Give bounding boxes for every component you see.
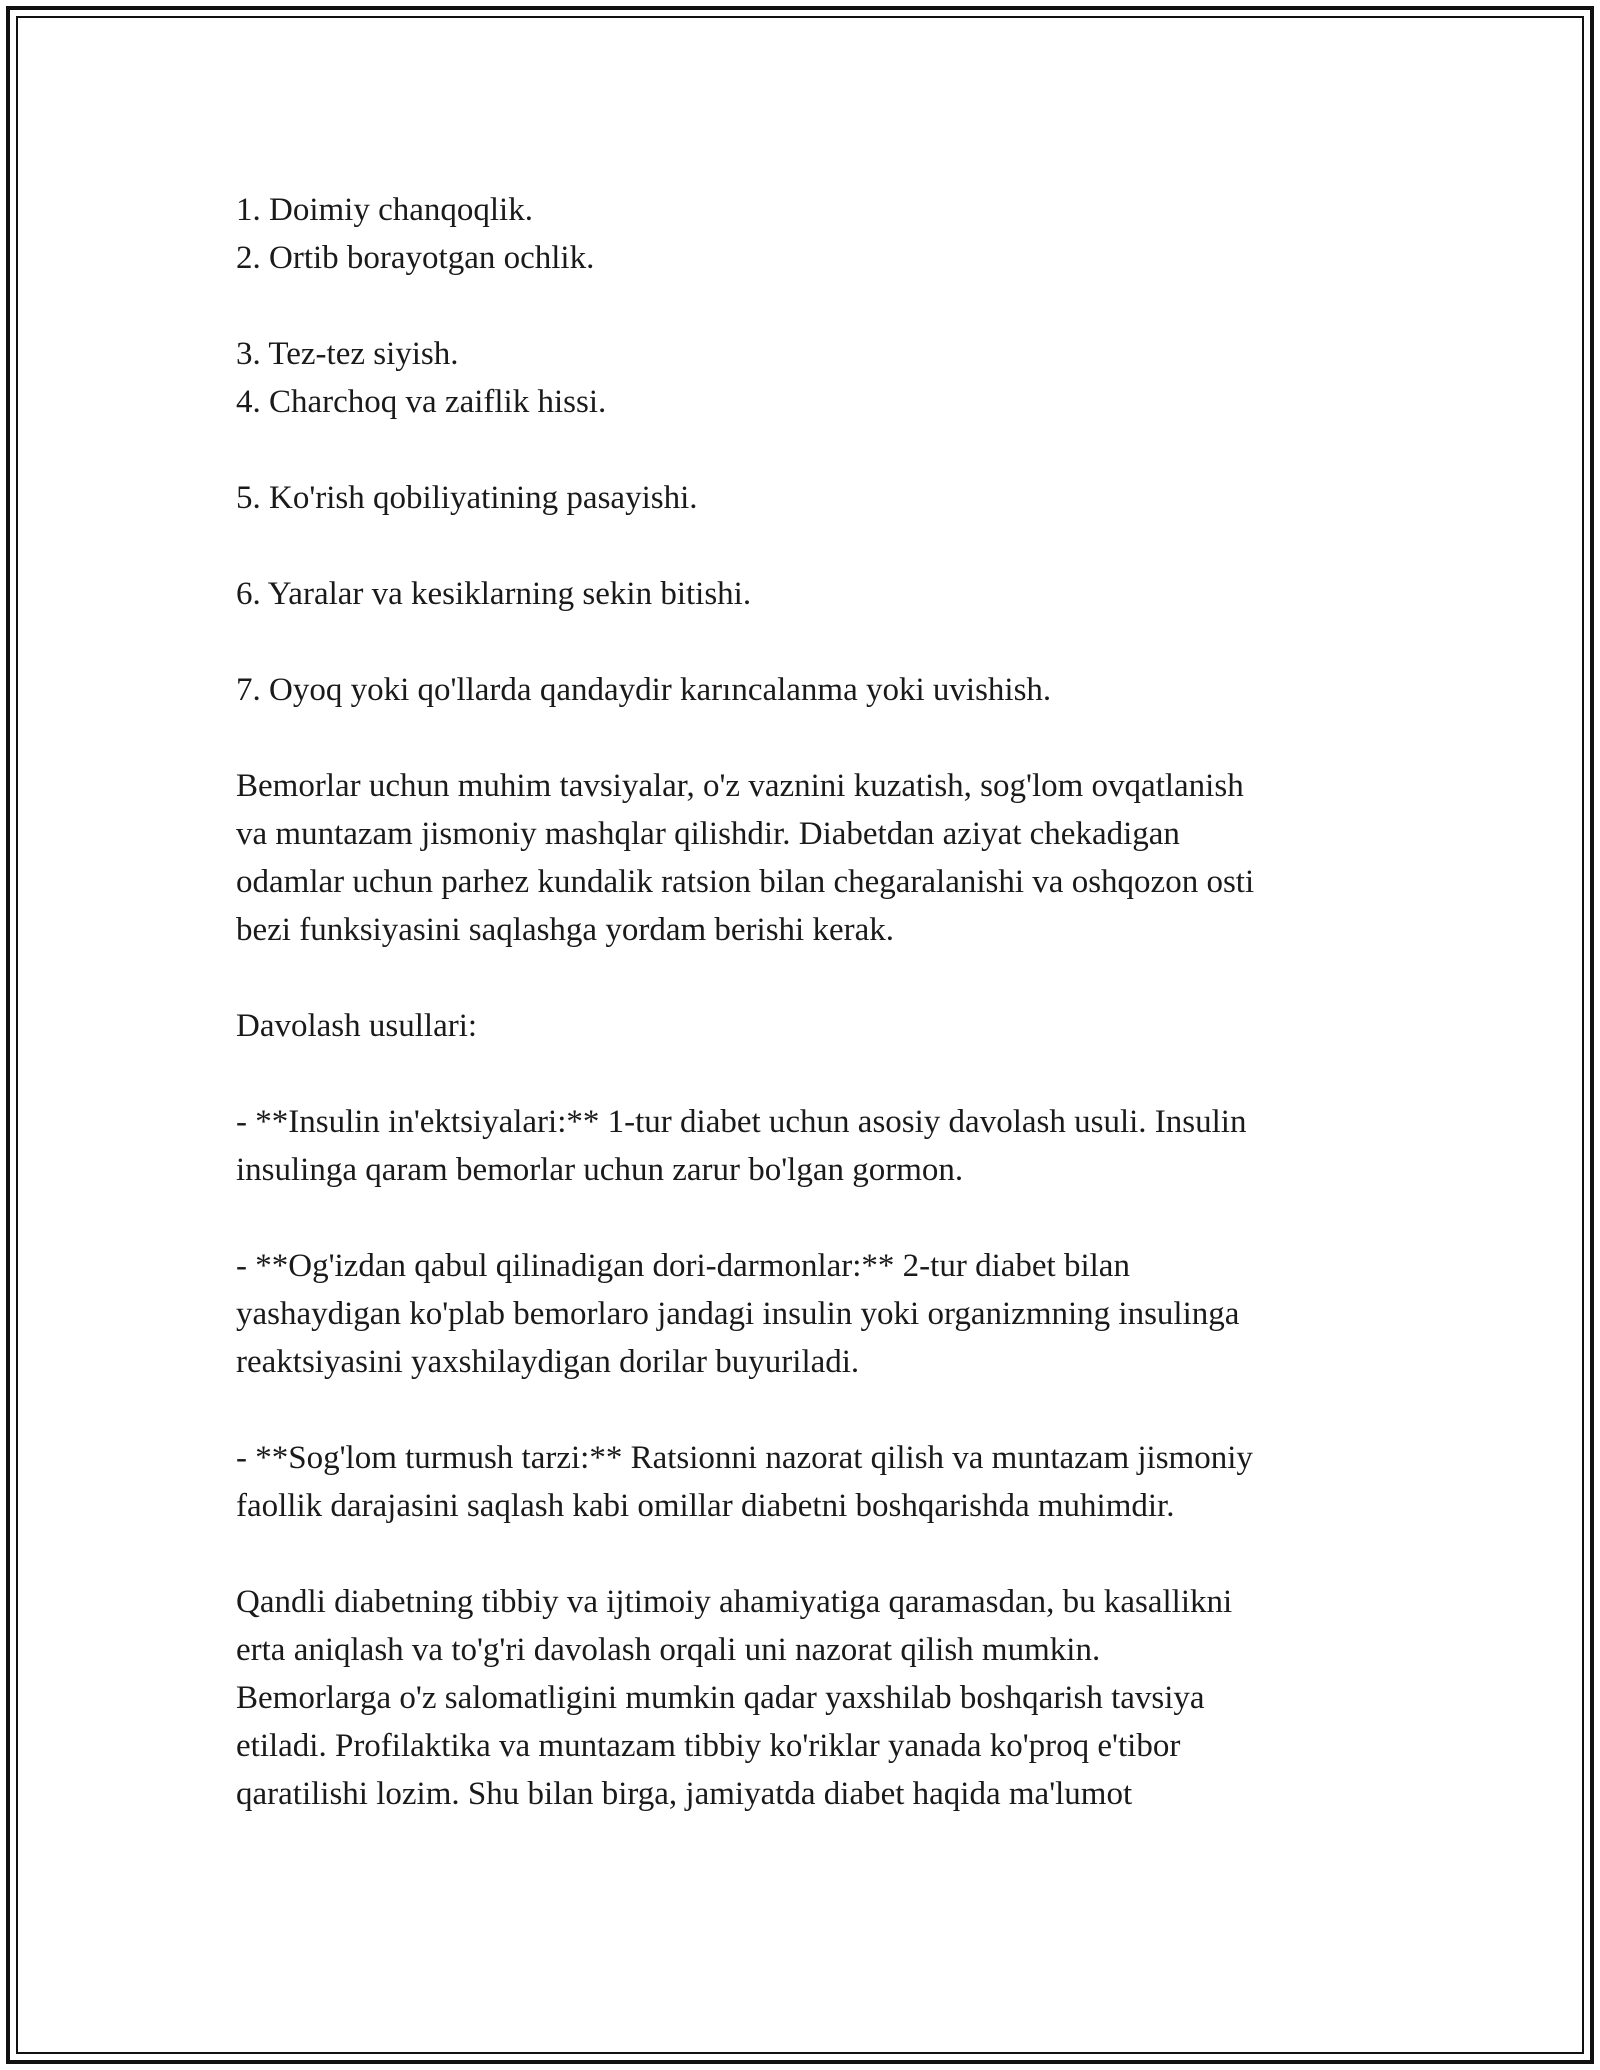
paragraph-line: erta aniqlash va to'g'ri davolash orqali uni nazorat qilish mumkin. (236, 1632, 1101, 1668)
paragraph-line: etiladi. Profilaktika va muntazam tibbiy ko'riklar yanada ko'proq e'tibor (236, 1728, 1181, 1764)
paragraph-line: bezi funksiyasini saqlashga yordam berishi kerak. (236, 912, 894, 948)
symptom-item: 1. Doimiy chanqoqlik. (236, 192, 533, 228)
paragraph-line: - **Sog'lom turmush tarzi:** Ratsionni nazorat qilish va muntazam jismoniy (236, 1440, 1253, 1476)
treatment-insulin (236, 1098, 1376, 1194)
paragraph-line: faollik darajasini saqlash kabi omillar diabetni boshqarishda muhimdir. (236, 1488, 1175, 1524)
paragraph-line: Bemorlarga o'z salomatligini mumkin qadar yaxshilab boshqarish tavsiya (236, 1680, 1205, 1716)
symptom-item: 3. Tez-tez siyish. (236, 336, 459, 372)
paragraph-line: reaktsiyasini yaxshilaydigan dorilar buyuriladi. (236, 1344, 860, 1380)
paragraph-line: Qandli diabetning tibbiy va ijtimoiy ahamiyatiga qaramasdan, bu kasallikni (236, 1584, 1233, 1620)
paragraph-line: yashaydigan ko'plab bemorlaro jandagi insulin yoki organizmning insulinga (236, 1296, 1240, 1332)
symptom-item: 4. Charchoq va zaiflik hissi. (236, 384, 607, 420)
symptom-item: 2. Ortib borayotgan ochlik. (236, 240, 595, 276)
document-body (236, 186, 1376, 1818)
recommendations-paragraph (236, 762, 1376, 954)
paragraph-line: - **Og'izdan qabul qilinadigan dori-darmonlar:** 2-tur diabet bilan (236, 1248, 1130, 1284)
paragraph-line: va muntazam jismoniy mashqlar qilishdir. Diabetdan aziyat chekadigan (236, 816, 1180, 852)
treatment-oral-medication (236, 1242, 1376, 1386)
paragraph-line: insulinga qaram bemorlar uchun zarur bo'lgan gormon. (236, 1152, 964, 1188)
paragraph-line: odamlar uchun parhez kundalik ratsion bilan chegaralanishi va oshqozon osti (236, 864, 1255, 900)
symptom-list (236, 186, 1376, 714)
paragraph-line: Bemorlar uchun muhim tavsiyalar, o'z vaznini kuzatish, sog'lom ovqatlanish (236, 768, 1244, 804)
treatment-heading: Davolash usullari: (236, 1008, 478, 1044)
conclusion-paragraph (236, 1578, 1376, 1818)
treatment-lifestyle (236, 1434, 1376, 1530)
paragraph-line: - **Insulin in'ektsiyalari:** 1-tur diabet uchun asosiy davolash usuli. Insulin (236, 1104, 1247, 1140)
symptom-item: 7. Oyoq yoki qo'llarda qandaydir karıncalanma yoki uvishish. (236, 672, 1052, 708)
symptom-item: 5. Ko'rish qobiliyatining pasayishi. (236, 480, 698, 516)
paragraph-line: qaratilishi lozim. Shu bilan birga, jamiyatda diabet haqida ma'lumot (236, 1776, 1133, 1812)
symptom-item: 6. Yaralar va kesiklarning sekin bitishi. (236, 576, 752, 612)
